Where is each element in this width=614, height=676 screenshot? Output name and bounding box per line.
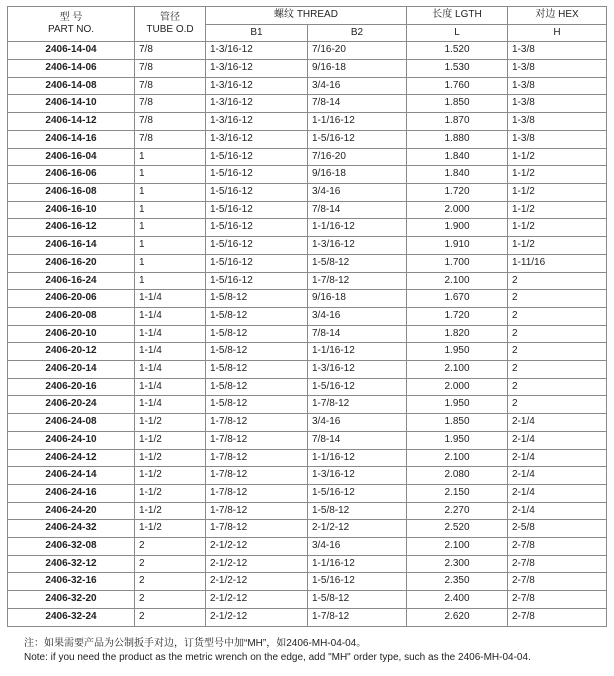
cell-part-no: 2406-20-10 bbox=[8, 325, 135, 343]
cell-hex-h: 1-1/2 bbox=[508, 219, 607, 237]
table-row bbox=[8, 290, 607, 308]
cell-thread-b1: 1-7/8-12 bbox=[206, 449, 308, 467]
footnote-cn: 注：如果需要产品为公制扳手对边，订货型号中加“MH”，如2406-MH-04-04。 bbox=[24, 638, 367, 649]
cell-thread-b1: 2-1/2-12 bbox=[206, 608, 308, 626]
cell-thread-b1: 2-1/2-12 bbox=[206, 538, 308, 556]
spec-table bbox=[7, 6, 607, 627]
cell-thread-b2: 1-5/16-12 bbox=[308, 378, 407, 396]
cell-tube-od: 1-1/4 bbox=[135, 378, 206, 396]
cell-length-l: 1.840 bbox=[407, 166, 508, 184]
cell-thread-b2: 1-1/16-12 bbox=[308, 449, 407, 467]
cell-length-l: 1.670 bbox=[407, 290, 508, 308]
cell-thread-b2: 7/16-20 bbox=[308, 148, 407, 166]
cell-tube-od: 1 bbox=[135, 219, 206, 237]
cell-tube-od: 1-1/2 bbox=[135, 520, 206, 538]
cell-tube-od: 1-1/2 bbox=[135, 431, 206, 449]
cell-length-l: 2.270 bbox=[407, 502, 508, 520]
cell-thread-b1: 1-5/8-12 bbox=[206, 307, 308, 325]
cell-thread-b2: 1-7/8-12 bbox=[308, 396, 407, 414]
cell-hex-h: 2-1/4 bbox=[508, 467, 607, 485]
header-tube-en: TUBE O.D bbox=[146, 24, 194, 36]
cell-thread-b2: 1-1/16-12 bbox=[308, 343, 407, 361]
cell-part-no: 2406-16-12 bbox=[8, 219, 135, 237]
cell-hex-h: 1-1/2 bbox=[508, 201, 607, 219]
cell-hex-h: 1-3/8 bbox=[508, 77, 607, 95]
table-row bbox=[8, 573, 607, 591]
cell-length-l: 1.820 bbox=[407, 325, 508, 343]
cell-thread-b2: 7/8-14 bbox=[308, 95, 407, 113]
cell-thread-b2: 1-1/16-12 bbox=[308, 555, 407, 573]
cell-hex-h: 2-7/8 bbox=[508, 555, 607, 573]
cell-tube-od: 1-1/4 bbox=[135, 343, 206, 361]
cell-thread-b2: 7/8-14 bbox=[308, 325, 407, 343]
table-row bbox=[8, 113, 607, 131]
cell-thread-b1: 1-7/8-12 bbox=[206, 431, 308, 449]
cell-part-no: 2406-16-24 bbox=[8, 272, 135, 290]
cell-tube-od: 1-1/2 bbox=[135, 449, 206, 467]
cell-tube-od: 7/8 bbox=[135, 130, 206, 148]
cell-length-l: 2.350 bbox=[407, 573, 508, 591]
header-tube-od bbox=[135, 7, 206, 42]
cell-thread-b1: 1-5/8-12 bbox=[206, 396, 308, 414]
cell-hex-h: 2-7/8 bbox=[508, 591, 607, 609]
table-row bbox=[8, 307, 607, 325]
cell-thread-b1: 1-7/8-12 bbox=[206, 520, 308, 538]
table-row bbox=[8, 431, 607, 449]
cell-thread-b2: 3/4-16 bbox=[308, 77, 407, 95]
table-row bbox=[8, 484, 607, 502]
cell-length-l: 2.000 bbox=[407, 201, 508, 219]
table-row bbox=[8, 325, 607, 343]
cell-thread-b2: 9/16-18 bbox=[308, 290, 407, 308]
cell-tube-od: 1-1/4 bbox=[135, 325, 206, 343]
cell-thread-b2: 1-5/8-12 bbox=[308, 591, 407, 609]
cell-thread-b1: 1-3/16-12 bbox=[206, 95, 308, 113]
table-row bbox=[8, 608, 607, 626]
header-b2: B2 bbox=[308, 24, 407, 42]
cell-part-no: 2406-14-10 bbox=[8, 95, 135, 113]
cell-length-l: 1.870 bbox=[407, 113, 508, 131]
cell-tube-od: 1 bbox=[135, 166, 206, 184]
cell-hex-h: 1-1/2 bbox=[508, 166, 607, 184]
cell-hex-h: 1-11/16 bbox=[508, 254, 607, 272]
cell-thread-b2: 1-3/16-12 bbox=[308, 361, 407, 379]
cell-part-no: 2406-24-10 bbox=[8, 431, 135, 449]
cell-tube-od: 1 bbox=[135, 184, 206, 202]
cell-thread-b1: 1-5/8-12 bbox=[206, 361, 308, 379]
cell-hex-h: 2-5/8 bbox=[508, 520, 607, 538]
cell-tube-od: 1-1/2 bbox=[135, 467, 206, 485]
cell-tube-od: 7/8 bbox=[135, 113, 206, 131]
cell-thread-b2: 1-7/8-12 bbox=[308, 608, 407, 626]
table-row bbox=[8, 60, 607, 78]
cell-length-l: 1.530 bbox=[407, 60, 508, 78]
cell-hex-h: 1-3/8 bbox=[508, 113, 607, 131]
cell-thread-b2: 1-5/8-12 bbox=[308, 254, 407, 272]
cell-length-l: 1.760 bbox=[407, 77, 508, 95]
cell-thread-b2: 9/16-18 bbox=[308, 166, 407, 184]
table-row bbox=[8, 254, 607, 272]
cell-part-no: 2406-16-04 bbox=[8, 148, 135, 166]
cell-thread-b1: 1-3/16-12 bbox=[206, 113, 308, 131]
cell-length-l: 1.840 bbox=[407, 148, 508, 166]
cell-part-no: 2406-16-14 bbox=[8, 237, 135, 255]
cell-thread-b1: 1-3/16-12 bbox=[206, 77, 308, 95]
table-row bbox=[8, 520, 607, 538]
cell-part-no: 2406-16-06 bbox=[8, 166, 135, 184]
header-part-no-en: PART NO. bbox=[47, 24, 95, 36]
footnote bbox=[24, 637, 531, 665]
table-row bbox=[8, 148, 607, 166]
cell-length-l: 2.620 bbox=[407, 608, 508, 626]
cell-thread-b1: 1-5/8-12 bbox=[206, 290, 308, 308]
cell-part-no: 2406-24-08 bbox=[8, 414, 135, 432]
cell-length-l: 1.950 bbox=[407, 431, 508, 449]
cell-length-l: 1.950 bbox=[407, 396, 508, 414]
cell-part-no: 2406-24-32 bbox=[8, 520, 135, 538]
cell-length-l: 2.100 bbox=[407, 449, 508, 467]
header-b1: B1 bbox=[206, 24, 308, 42]
cell-length-l: 1.720 bbox=[407, 184, 508, 202]
cell-part-no: 2406-14-06 bbox=[8, 60, 135, 78]
cell-hex-h: 2-1/4 bbox=[508, 414, 607, 432]
cell-thread-b2: 3/4-16 bbox=[308, 307, 407, 325]
cell-length-l: 1.880 bbox=[407, 130, 508, 148]
cell-part-no: 2406-20-08 bbox=[8, 307, 135, 325]
table-row bbox=[8, 219, 607, 237]
header-part-no-cn: 型 号 bbox=[59, 12, 83, 24]
table-row bbox=[8, 237, 607, 255]
cell-tube-od: 1-1/4 bbox=[135, 290, 206, 308]
cell-thread-b2: 3/4-16 bbox=[308, 538, 407, 556]
cell-thread-b1: 1-5/16-12 bbox=[206, 237, 308, 255]
cell-hex-h: 2 bbox=[508, 272, 607, 290]
cell-hex-h: 2-7/8 bbox=[508, 573, 607, 591]
header-length: 长度 LGTH bbox=[407, 7, 508, 25]
cell-tube-od: 2 bbox=[135, 573, 206, 591]
cell-tube-od: 7/8 bbox=[135, 60, 206, 78]
cell-part-no: 2406-20-12 bbox=[8, 343, 135, 361]
cell-thread-b2: 7/8-14 bbox=[308, 201, 407, 219]
cell-thread-b2: 1-5/16-12 bbox=[308, 484, 407, 502]
cell-thread-b1: 1-3/16-12 bbox=[206, 130, 308, 148]
cell-hex-h: 1-3/8 bbox=[508, 42, 607, 60]
header-hex: 对边 HEX bbox=[508, 7, 607, 25]
cell-hex-h: 2 bbox=[508, 378, 607, 396]
cell-thread-b2: 1-5/16-12 bbox=[308, 130, 407, 148]
cell-thread-b2: 9/16-18 bbox=[308, 60, 407, 78]
cell-part-no: 2406-24-16 bbox=[8, 484, 135, 502]
cell-thread-b1: 1-3/16-12 bbox=[206, 60, 308, 78]
cell-thread-b2: 3/4-16 bbox=[308, 414, 407, 432]
cell-length-l: 1.850 bbox=[407, 95, 508, 113]
cell-thread-b1: 1-5/16-12 bbox=[206, 201, 308, 219]
table-body bbox=[8, 42, 607, 626]
cell-thread-b1: 1-7/8-12 bbox=[206, 502, 308, 520]
header-l: L bbox=[407, 24, 508, 42]
table-row bbox=[8, 166, 607, 184]
cell-part-no: 2406-32-20 bbox=[8, 591, 135, 609]
cell-hex-h: 2 bbox=[508, 325, 607, 343]
cell-tube-od: 7/8 bbox=[135, 42, 206, 60]
cell-tube-od: 7/8 bbox=[135, 95, 206, 113]
cell-thread-b2: 1-3/16-12 bbox=[308, 237, 407, 255]
cell-part-no: 2406-32-24 bbox=[8, 608, 135, 626]
cell-length-l: 1.850 bbox=[407, 414, 508, 432]
cell-tube-od: 1-1/4 bbox=[135, 307, 206, 325]
cell-part-no: 2406-32-16 bbox=[8, 573, 135, 591]
cell-hex-h: 2-1/4 bbox=[508, 502, 607, 520]
cell-part-no: 2406-20-24 bbox=[8, 396, 135, 414]
cell-tube-od: 1 bbox=[135, 254, 206, 272]
footnote-en: Note: if you need the product as the metric wrench on the edge, add "MH" order type, such as the 2406-MH-04-04. bbox=[24, 652, 531, 663]
cell-part-no: 2406-16-10 bbox=[8, 201, 135, 219]
cell-hex-h: 2 bbox=[508, 343, 607, 361]
cell-hex-h: 2 bbox=[508, 307, 607, 325]
cell-length-l: 2.400 bbox=[407, 591, 508, 609]
table-row bbox=[8, 467, 607, 485]
cell-length-l: 2.150 bbox=[407, 484, 508, 502]
header-h: H bbox=[508, 24, 607, 42]
cell-thread-b1: 1-5/16-12 bbox=[206, 272, 308, 290]
cell-hex-h: 2-1/4 bbox=[508, 484, 607, 502]
table-row bbox=[8, 555, 607, 573]
table-row bbox=[8, 95, 607, 113]
cell-thread-b2: 3/4-16 bbox=[308, 184, 407, 202]
cell-length-l: 2.100 bbox=[407, 361, 508, 379]
cell-tube-od: 1-1/2 bbox=[135, 414, 206, 432]
table-row bbox=[8, 201, 607, 219]
cell-hex-h: 2-1/4 bbox=[508, 449, 607, 467]
cell-hex-h: 1-3/8 bbox=[508, 130, 607, 148]
cell-tube-od: 2 bbox=[135, 591, 206, 609]
cell-length-l: 1.520 bbox=[407, 42, 508, 60]
cell-length-l: 1.910 bbox=[407, 237, 508, 255]
cell-part-no: 2406-32-08 bbox=[8, 538, 135, 556]
table-row bbox=[8, 272, 607, 290]
cell-thread-b2: 7/8-14 bbox=[308, 431, 407, 449]
table-row bbox=[8, 361, 607, 379]
cell-part-no: 2406-14-16 bbox=[8, 130, 135, 148]
cell-thread-b2: 1-3/16-12 bbox=[308, 467, 407, 485]
cell-thread-b1: 1-5/16-12 bbox=[206, 219, 308, 237]
cell-length-l: 2.000 bbox=[407, 378, 508, 396]
table-row bbox=[8, 502, 607, 520]
cell-tube-od: 2 bbox=[135, 608, 206, 626]
table-row bbox=[8, 130, 607, 148]
cell-length-l: 2.100 bbox=[407, 538, 508, 556]
cell-part-no: 2406-20-16 bbox=[8, 378, 135, 396]
table-row bbox=[8, 591, 607, 609]
cell-part-no: 2406-14-08 bbox=[8, 77, 135, 95]
cell-part-no: 2406-20-06 bbox=[8, 290, 135, 308]
cell-part-no: 2406-14-04 bbox=[8, 42, 135, 60]
cell-thread-b1: 1-5/8-12 bbox=[206, 343, 308, 361]
table-row bbox=[8, 449, 607, 467]
cell-hex-h: 2-7/8 bbox=[508, 608, 607, 626]
cell-thread-b1: 2-1/2-12 bbox=[206, 573, 308, 591]
cell-part-no: 2406-24-12 bbox=[8, 449, 135, 467]
cell-thread-b1: 1-5/8-12 bbox=[206, 378, 308, 396]
cell-length-l: 2.100 bbox=[407, 272, 508, 290]
cell-thread-b2: 1-5/8-12 bbox=[308, 502, 407, 520]
cell-part-no: 2406-14-12 bbox=[8, 113, 135, 131]
cell-length-l: 1.720 bbox=[407, 307, 508, 325]
cell-thread-b1: 1-5/8-12 bbox=[206, 325, 308, 343]
cell-tube-od: 1 bbox=[135, 237, 206, 255]
cell-tube-od: 1-1/4 bbox=[135, 361, 206, 379]
cell-thread-b1: 1-7/8-12 bbox=[206, 467, 308, 485]
cell-thread-b2: 1-1/16-12 bbox=[308, 113, 407, 131]
cell-tube-od: 1-1/4 bbox=[135, 396, 206, 414]
cell-thread-b2: 7/16-20 bbox=[308, 42, 407, 60]
cell-thread-b1: 1-5/16-12 bbox=[206, 166, 308, 184]
cell-length-l: 2.300 bbox=[407, 555, 508, 573]
cell-hex-h: 1-3/8 bbox=[508, 95, 607, 113]
cell-thread-b1: 1-5/16-12 bbox=[206, 184, 308, 202]
table-row bbox=[8, 396, 607, 414]
cell-thread-b1: 1-7/8-12 bbox=[206, 414, 308, 432]
cell-hex-h: 2 bbox=[508, 290, 607, 308]
table-row bbox=[8, 414, 607, 432]
cell-part-no: 2406-16-20 bbox=[8, 254, 135, 272]
cell-thread-b1: 1-7/8-12 bbox=[206, 484, 308, 502]
cell-tube-od: 1 bbox=[135, 272, 206, 290]
cell-tube-od: 1 bbox=[135, 201, 206, 219]
cell-part-no: 2406-24-20 bbox=[8, 502, 135, 520]
cell-thread-b1: 1-5/16-12 bbox=[206, 254, 308, 272]
cell-tube-od: 1-1/2 bbox=[135, 484, 206, 502]
header-tube-cn: 管径 bbox=[160, 12, 180, 24]
cell-length-l: 1.950 bbox=[407, 343, 508, 361]
cell-thread-b2: 1-5/16-12 bbox=[308, 573, 407, 591]
cell-thread-b2: 1-1/16-12 bbox=[308, 219, 407, 237]
cell-length-l: 1.700 bbox=[407, 254, 508, 272]
cell-hex-h: 1-1/2 bbox=[508, 184, 607, 202]
cell-thread-b1: 2-1/2-12 bbox=[206, 555, 308, 573]
cell-tube-od: 1-1/2 bbox=[135, 502, 206, 520]
cell-part-no: 2406-24-14 bbox=[8, 467, 135, 485]
table-row bbox=[8, 77, 607, 95]
table-row bbox=[8, 184, 607, 202]
cell-tube-od: 2 bbox=[135, 555, 206, 573]
table-row bbox=[8, 343, 607, 361]
cell-thread-b1: 1-3/16-12 bbox=[206, 42, 308, 60]
cell-hex-h: 2 bbox=[508, 361, 607, 379]
cell-tube-od: 2 bbox=[135, 538, 206, 556]
cell-hex-h: 2 bbox=[508, 396, 607, 414]
cell-thread-b2: 2-1/2-12 bbox=[308, 520, 407, 538]
cell-hex-h: 1-1/2 bbox=[508, 148, 607, 166]
cell-part-no: 2406-32-12 bbox=[8, 555, 135, 573]
cell-length-l: 2.080 bbox=[407, 467, 508, 485]
cell-hex-h: 2-7/8 bbox=[508, 538, 607, 556]
cell-tube-od: 7/8 bbox=[135, 77, 206, 95]
cell-thread-b2: 1-7/8-12 bbox=[308, 272, 407, 290]
cell-hex-h: 1-3/8 bbox=[508, 60, 607, 78]
table-row bbox=[8, 42, 607, 60]
cell-part-no: 2406-20-14 bbox=[8, 361, 135, 379]
cell-length-l: 1.900 bbox=[407, 219, 508, 237]
header-thread: 螺纹 THREAD bbox=[206, 7, 407, 25]
table-row bbox=[8, 538, 607, 556]
cell-thread-b1: 2-1/2-12 bbox=[206, 591, 308, 609]
cell-part-no: 2406-16-08 bbox=[8, 184, 135, 202]
header-part-no bbox=[8, 7, 135, 42]
cell-thread-b1: 1-5/16-12 bbox=[206, 148, 308, 166]
cell-tube-od: 1 bbox=[135, 148, 206, 166]
cell-hex-h: 2-1/4 bbox=[508, 431, 607, 449]
table-row bbox=[8, 378, 607, 396]
cell-length-l: 2.520 bbox=[407, 520, 508, 538]
cell-hex-h: 1-1/2 bbox=[508, 237, 607, 255]
